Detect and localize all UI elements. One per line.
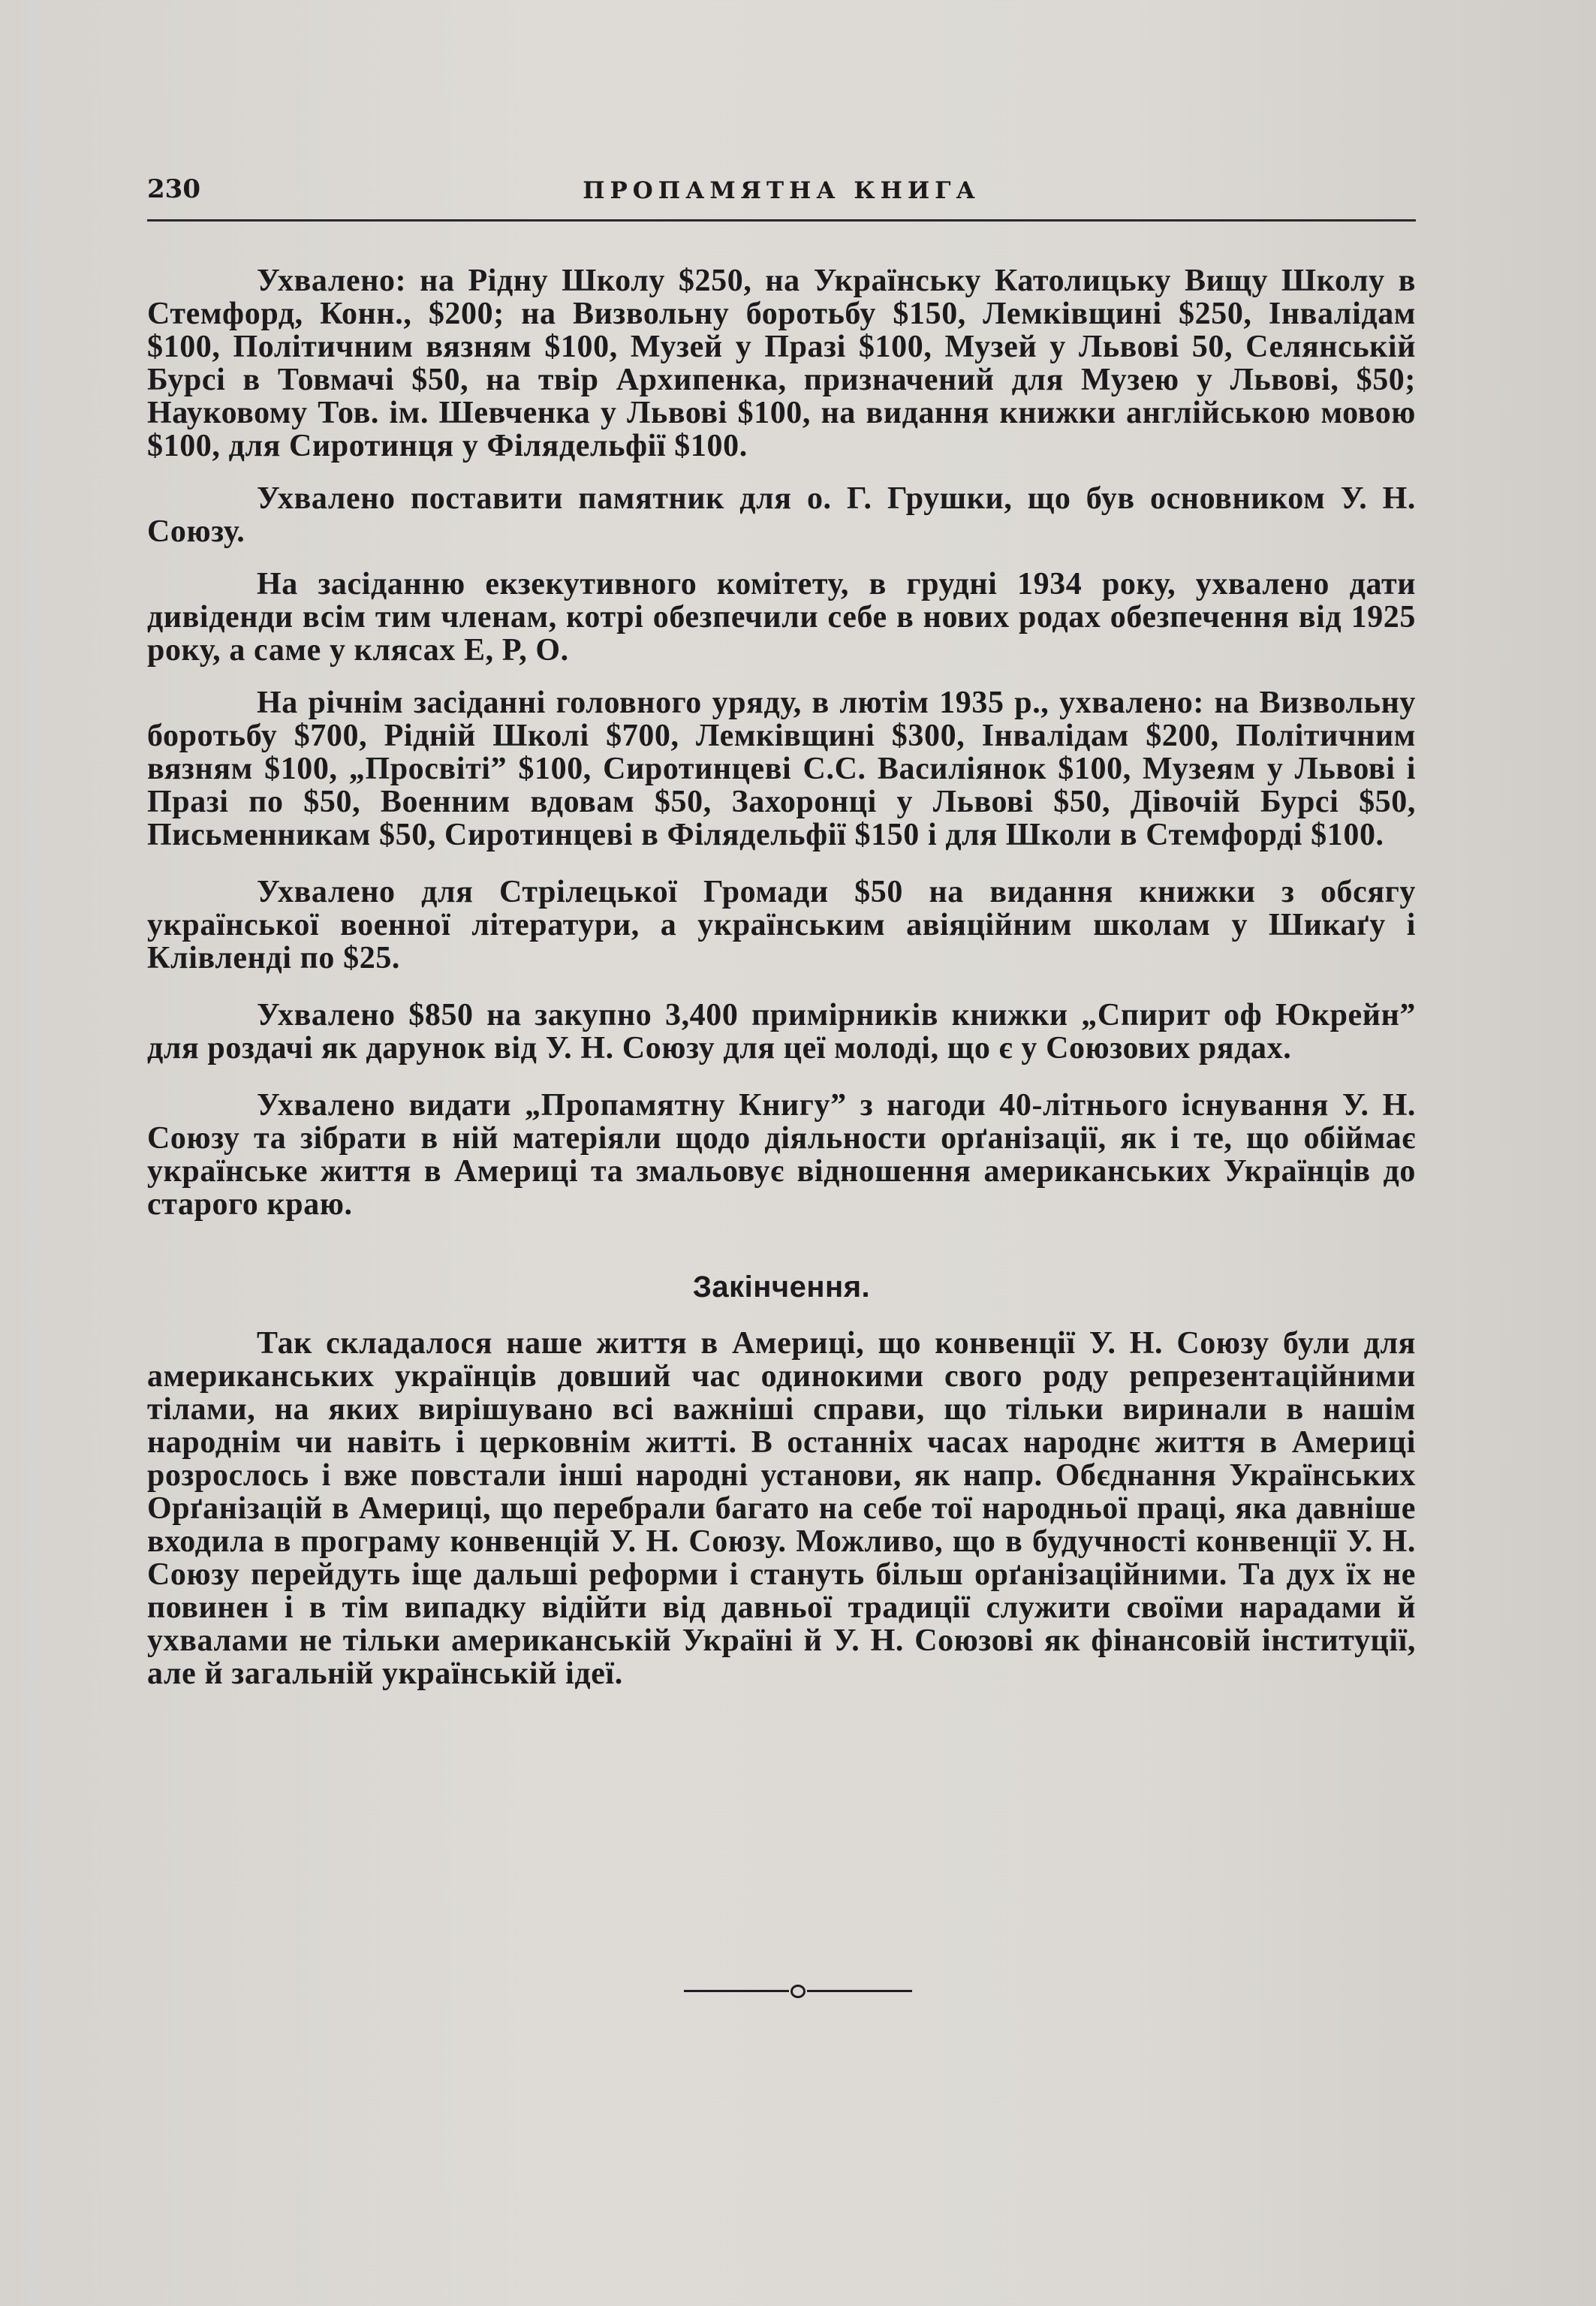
paragraph-dividends: На засіданню екзекутивного комітету, в грудні 1934 року, ухвалено дати дивіденди всім тим членам, котрі обезпечили себе в нових родах обезпечення від 1925 року, а саме у клясах E, P, O. <box>147 567 1416 668</box>
page-body <box>147 264 1416 1690</box>
end-ornament <box>0 1983 1596 2013</box>
paragraph-book-purchase: Ухвалено $850 на закупно 3,400 примірників книжки „Спирит оф Юкрейн” для роздачі як дарунок від У. Н. Союзу для цеї молоді, що є у Союзових рядах. <box>147 998 1416 1066</box>
paragraph-donations-2: На річнім засіданні головного уряду, в лютім 1935 р., ухвалено: на Визвольну боротьбу $700, Рідній Школі $700, Лемківщині $300, Інвалідам $200, Політичним вязням $100, „Просвіті” $100, Сиротинцеві С.С. Василіянок $100, Музеям у Львові і Празі по $50, Военним вдовам $50, Захоронці у Львові $50, Дівочій Бурсі $50, Письменникам $50, Сиротинцеві в Філядельфії $150 і для Школи в Стемфорді $100. <box>147 686 1416 852</box>
paragraph-monument: Ухвалено поставити памятник для о. Г. Грушки, що був основником У. Н. Союзу. <box>147 481 1416 549</box>
ornament-rule-right <box>807 1990 912 1992</box>
page-header <box>147 174 1416 222</box>
page-number: 230 <box>147 174 200 204</box>
paragraph-donations-1: Ухвалено: на Рідну Школу $250, на Українську Католицьку Вищу Школу в Стемфорд, Конн., $200; на Визвольну боротьбу $150, Лемківщині $250, Інвалідам $100, Політичним вязням $100, Музей у Празі $100, Музей у Львові 50, Селянській Бурсі в Товмачі $50, на твір Архипенка, призначений для Музею у Львові, $50; Науковому Тов. ім. Шевченка у Львові $100, на видання книжки англійською мовою $100, для Сиротинця у Філядельфії $100. <box>147 264 1416 463</box>
paragraph-conclusion: Так складалося наше життя в Америці, що конвенції У. Н. Союзу були для американських українців довший час одинокими свого роду репрезентаційними тілами, на яких вирішувано всі важніші справи, що тільки виринали в нашім народнім чи навіть і церковнім житті. В останніх часах народнє життя в Америці розрослось і вже повстали інші народні установи, як напр. Обєднання Українських Орґанізацій в Америці, що перебрали багато на себе тої народньої праці, яка давніше входила в програму конвенцій У. Н. Союзу. Можливо, що в будучності конвенції У. Н. Союзу перейдуть іще дальші реформи і стануть більш орґанізаційними. Та дух їх не повинен і в тім випадку відійти від давньої традиції служити своїми нарадами й ухвалами не тільки американській Україні й У. Н. Союзові як фінансовій інституції, але й загальній українській ідеї. <box>147 1326 1416 1691</box>
ornament-circle <box>790 1985 806 1998</box>
running-title: ПРОПАМЯТНА КНИГА <box>583 177 980 204</box>
paragraph-riflemen: Ухвалено для Стрілецької Громади $50 на видання книжки з обсягу української военної літератури, а українським авіяційним школам у Шикаґу і Клівленді по $25. <box>147 875 1416 975</box>
section-heading: Закінчення. <box>692 1271 871 1304</box>
paragraph-commemorative-book: Ухвалено видати „Пропамятну Книгу” з нагоди 40-літнього існування У. Н. Союзу та зібрати в ній матеріяли щодо діяльности орґанізації, як і те, що обіймає українське життя в Америці та змальовує відношення американських Українців до старого краю. <box>147 1088 1416 1222</box>
ornament-rule-left <box>684 1990 789 1992</box>
